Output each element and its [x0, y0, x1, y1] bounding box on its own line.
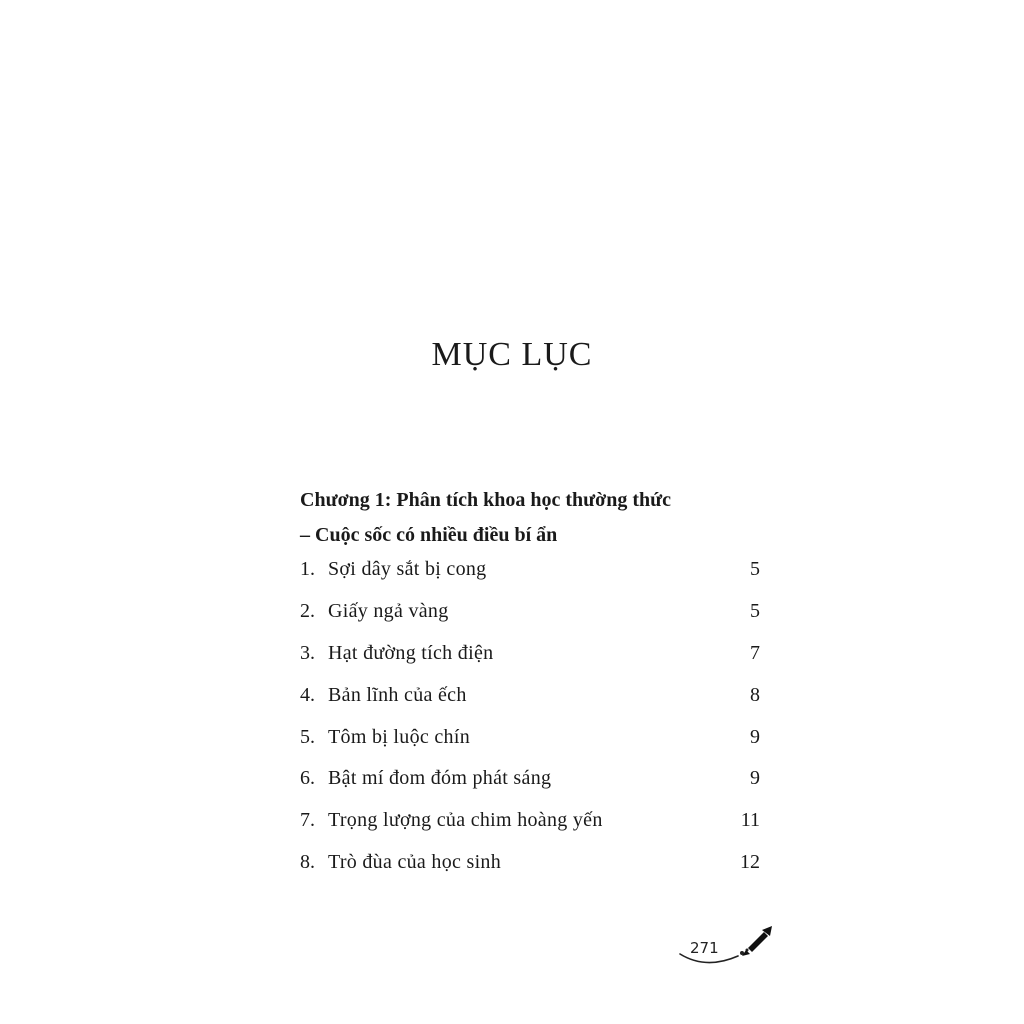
toc-entry-page: 9 [750, 767, 760, 790]
toc-entry-number: 5. [300, 725, 315, 748]
toc-entry-title: Sợi dây sắt bị cong [328, 558, 487, 580]
chapter-heading-line-1: Chương 1: Phân tích khoa học thường thức [300, 489, 671, 511]
toc-entry-title: Trò đùa của học sinh [328, 851, 502, 874]
toc-entry [300, 809, 760, 851]
toc-entry-title: Trọng lượng của chim hoàng yến [328, 809, 603, 832]
toc-entry-page: 9 [750, 725, 760, 748]
toc-list [300, 558, 760, 893]
toc-entry-title: Hạt đường tích điện [328, 641, 494, 664]
toc-entry-page: 8 [750, 683, 760, 706]
page-number: 271 [690, 939, 719, 957]
toc-entry [300, 600, 760, 642]
toc-entry-title: Bật mí đom đóm phát sáng [328, 767, 552, 790]
toc-entry-title: Giấy ngả vàng [328, 599, 449, 622]
toc-entry-title: Tôm bị luộc chín [328, 725, 470, 748]
chapter-heading-line-2: – Cuộc sốc có nhiều điều bí ẩn [300, 524, 558, 546]
toc-entry [300, 726, 760, 768]
toc-entry-number: 7. [300, 809, 315, 832]
toc-entry-number: 1. [300, 558, 315, 580]
toc-entry-page: 11 [740, 809, 760, 832]
toc-entry-page: 12 [740, 851, 760, 874]
toc-entry-number: 3. [300, 641, 315, 664]
toc-entry-number: 2. [300, 599, 315, 622]
toc-entry-title: Bản lĩnh của ếch [328, 683, 467, 706]
toc-entry-number: 8. [300, 851, 315, 874]
toc-entry-page: 5 [750, 599, 760, 622]
toc-entry [300, 851, 760, 893]
toc-entry-number: 6. [300, 767, 315, 790]
toc-entry [300, 684, 760, 726]
toc-entry [300, 642, 760, 684]
toc-entry-page: 5 [750, 558, 760, 580]
toc-entry-page: 7 [750, 641, 760, 664]
chapter-heading [300, 483, 770, 553]
page-title: MỤC LỤC [431, 336, 593, 373]
toc-entry [300, 767, 760, 809]
toc-entry [300, 558, 760, 600]
toc-entry-number: 4. [300, 683, 315, 706]
